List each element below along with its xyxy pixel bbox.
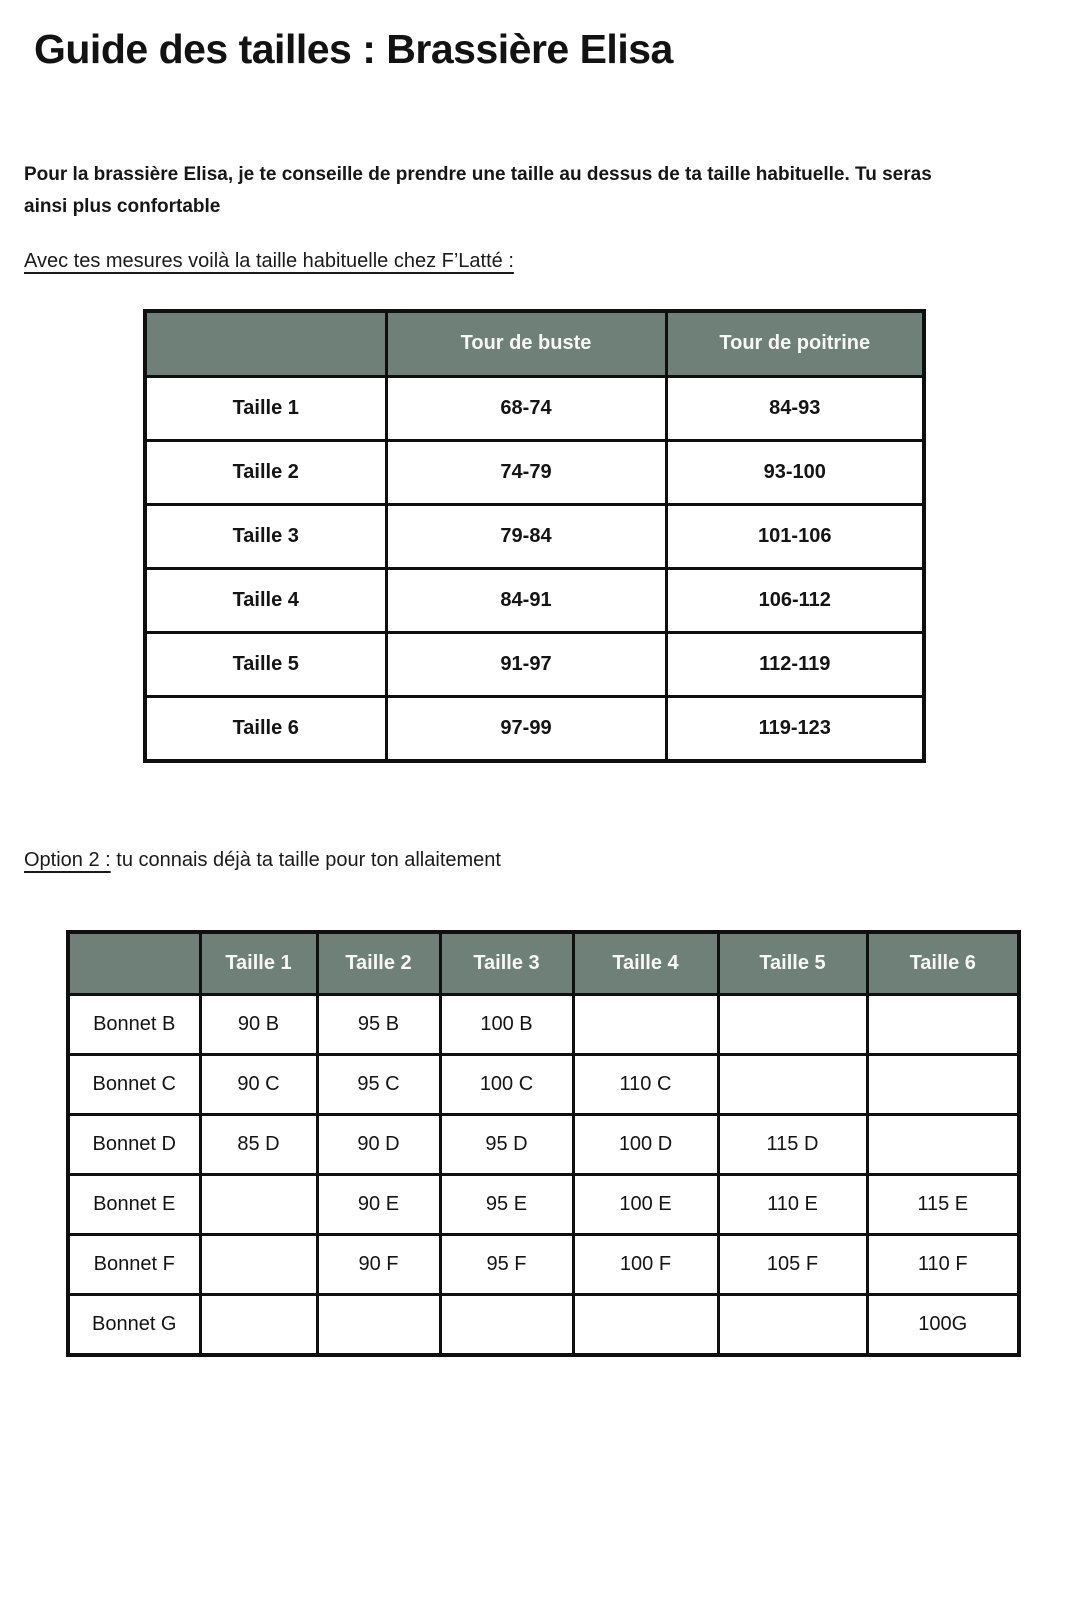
- option2-line: [24, 849, 1044, 872]
- table-cell: 90 B: [200, 994, 317, 1054]
- table-cell: 115 D: [718, 1114, 867, 1174]
- option2-text: tu connais déjà ta taille pour ton allaitement: [110, 848, 501, 871]
- table-cell: [718, 1054, 867, 1114]
- row-label: Taille 3: [145, 504, 386, 568]
- table-cell: 110 C: [573, 1054, 718, 1114]
- table-row: [145, 440, 924, 504]
- column-header-taille-6: Taille 6: [867, 932, 1019, 995]
- table-cell: 90 F: [317, 1234, 440, 1294]
- table-cell: 119-123: [666, 696, 924, 761]
- row-label: Bonnet G: [68, 1294, 200, 1355]
- row-label: Bonnet F: [68, 1234, 200, 1294]
- column-header-taille-1: Taille 1: [200, 932, 317, 995]
- table-cell: [440, 1294, 573, 1355]
- table-cell: 115 E: [867, 1174, 1019, 1234]
- column-header-taille-3: Taille 3: [440, 932, 573, 995]
- table-cell: 95 C: [317, 1054, 440, 1114]
- table-cell: [573, 1294, 718, 1355]
- measurements-table-header: [145, 311, 924, 377]
- table-header-row: [145, 311, 924, 377]
- table-cell: [200, 1234, 317, 1294]
- table-cell: 93-100: [666, 440, 924, 504]
- table-cell: 110 F: [867, 1234, 1019, 1294]
- table-cell: 100G: [867, 1294, 1019, 1355]
- table-cell: 95 F: [440, 1234, 573, 1294]
- row-label: Taille 6: [145, 696, 386, 761]
- table-row: [68, 994, 1019, 1054]
- row-label: Bonnet B: [68, 994, 200, 1054]
- table-cell: [200, 1294, 317, 1355]
- row-label: Taille 5: [145, 632, 386, 696]
- table-cell: 105 F: [718, 1234, 867, 1294]
- row-label: Taille 1: [145, 376, 386, 440]
- row-label: Taille 4: [145, 568, 386, 632]
- table-row: [68, 1054, 1019, 1114]
- table-cell: 100 C: [440, 1054, 573, 1114]
- row-label: Bonnet C: [68, 1054, 200, 1114]
- table-row: [68, 1114, 1019, 1174]
- table-cell: [867, 1114, 1019, 1174]
- table-cell: 95 E: [440, 1174, 573, 1234]
- table-cell: [200, 1174, 317, 1234]
- column-header-taille-4: Taille 4: [573, 932, 718, 995]
- table-row: [68, 1234, 1019, 1294]
- table-cell: 90 D: [317, 1114, 440, 1174]
- table-row: [68, 1174, 1019, 1234]
- table-cell: 91-97: [386, 632, 666, 696]
- measurements-table: [143, 309, 926, 763]
- table-cell: 110 E: [718, 1174, 867, 1234]
- table-cell: 85 D: [200, 1114, 317, 1174]
- table-cell: 101-106: [666, 504, 924, 568]
- page-title: Guide des tailles : Brassière Elisa: [34, 26, 673, 72]
- intro-paragraph: Pour la brassière Elisa, je te conseille de prendre une taille au dessus de ta taille habituelle. Tu seras ainsi plus confortable: [24, 164, 932, 218]
- table-cell: 95 D: [440, 1114, 573, 1174]
- table-cell: 112-119: [666, 632, 924, 696]
- table-cell: [867, 1054, 1019, 1114]
- table-cell: 95 B: [317, 994, 440, 1054]
- row-label: Taille 2: [145, 440, 386, 504]
- table-cell: 106-112: [666, 568, 924, 632]
- table-cell: [718, 994, 867, 1054]
- table-cell: 90 E: [317, 1174, 440, 1234]
- column-header-tour-de-buste: Tour de buste: [386, 311, 666, 377]
- table-cell: 100 B: [440, 994, 573, 1054]
- table-cell: 79-84: [386, 504, 666, 568]
- table-cell: 84-91: [386, 568, 666, 632]
- table-cell: 100 D: [573, 1114, 718, 1174]
- table-cell: 90 C: [200, 1054, 317, 1114]
- option2-label: Option 2 :: [24, 848, 111, 871]
- table-cell: 74-79: [386, 440, 666, 504]
- table-row: [145, 376, 924, 440]
- table-row: [145, 632, 924, 696]
- table-cell: 68-74: [386, 376, 666, 440]
- table-cell: [317, 1294, 440, 1355]
- usual-size-lead: Avec tes mesures voilà la taille habituelle chez F’Latté :: [24, 249, 514, 272]
- table-row: [145, 568, 924, 632]
- column-header-taille-5: Taille 5: [718, 932, 867, 995]
- row-label: Bonnet D: [68, 1114, 200, 1174]
- column-header-tour-de-poitrine: Tour de poitrine: [666, 311, 924, 377]
- column-header-taille-2: Taille 2: [317, 932, 440, 995]
- table-cell: 100 E: [573, 1174, 718, 1234]
- table-row: [68, 1294, 1019, 1355]
- row-label: Bonnet E: [68, 1174, 200, 1234]
- table-cell: 100 F: [573, 1234, 718, 1294]
- size-guide-page: [0, 26, 1068, 1600]
- table-cell: [718, 1294, 867, 1355]
- table-row: [145, 696, 924, 761]
- cup-table-header: [68, 932, 1019, 995]
- table-cell: 84-93: [666, 376, 924, 440]
- table-cell: [573, 994, 718, 1054]
- table-row: [145, 504, 924, 568]
- column-header-blank: [68, 932, 200, 995]
- table-header-row: [68, 932, 1019, 995]
- cup-size-table: [66, 930, 1021, 1357]
- table-cell: [867, 994, 1019, 1054]
- column-header-blank: [145, 311, 386, 377]
- table-cell: 97-99: [386, 696, 666, 761]
